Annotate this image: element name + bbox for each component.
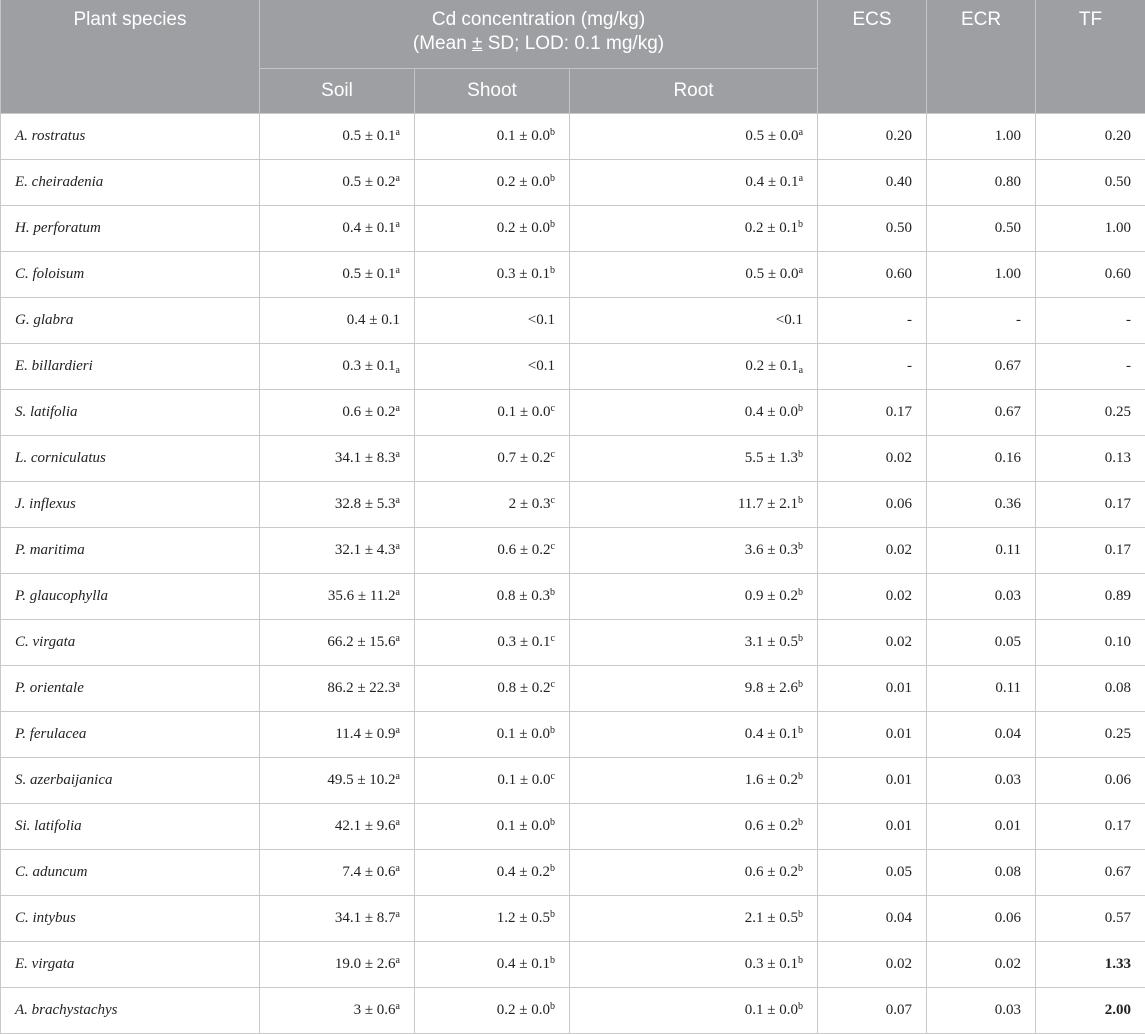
cell-species: P. maritima: [1, 528, 260, 574]
cell-value: 0.1 ± 0.0: [745, 1002, 798, 1018]
cell-value: 0.2 ± 0.1: [745, 220, 798, 236]
cell-value: 0.4 ± 0.1: [497, 956, 550, 972]
cell-ecr: 0.06: [927, 896, 1036, 942]
cell-ecs: 0.02: [818, 574, 927, 620]
significance-letter: a: [396, 127, 400, 138]
cell-root: [570, 620, 818, 666]
cell-species: A. brachystachys: [1, 988, 260, 1034]
significance-letter: b: [550, 587, 555, 598]
cell-ecr: 0.67: [927, 344, 1036, 390]
cell-species: C. aduncum: [1, 850, 260, 896]
significance-letter: c: [551, 679, 555, 690]
table-row: [1, 574, 1145, 620]
cell-root: [570, 206, 818, 252]
cell-shoot: [415, 804, 570, 850]
cell-ecr: 0.03: [927, 574, 1036, 620]
cell-tf: 0.25: [1036, 390, 1145, 436]
cell-shoot: [415, 252, 570, 298]
significance-letter: b: [550, 909, 555, 920]
significance-letter: b: [550, 725, 555, 736]
significance-letter: b: [798, 909, 803, 920]
significance-letter: a: [396, 495, 400, 506]
cell-root: [570, 482, 818, 528]
cell-ecs: 0.60: [818, 252, 927, 298]
cell-value: 0.2 ± 0.1: [745, 358, 798, 374]
table-row: [1, 482, 1145, 528]
significance-letter: a: [396, 449, 400, 460]
significance-letter: b: [798, 955, 803, 966]
cell-soil: [260, 712, 415, 758]
cell-ecs: 0.20: [818, 114, 927, 160]
cell-shoot: [415, 712, 570, 758]
significance-letter: b: [798, 817, 803, 828]
cell-value: 34.1 ± 8.7: [335, 910, 396, 926]
cell-ecr: 1.00: [927, 252, 1036, 298]
cell-ecs: 0.06: [818, 482, 927, 528]
significance-letter: a: [396, 955, 400, 966]
cell-tf: 0.17: [1036, 482, 1145, 528]
cell-value: 0.9 ± 0.2: [745, 588, 798, 604]
cell-ecs: 0.02: [818, 942, 927, 988]
cell-root: [570, 758, 818, 804]
significance-letter: a: [396, 365, 400, 376]
header-cd-plusminus: ±: [472, 33, 482, 54]
significance-letter: a: [396, 909, 400, 920]
significance-letter: b: [550, 219, 555, 230]
cell-value: 0.4 ± 0.1: [342, 220, 395, 236]
significance-letter: c: [551, 495, 555, 506]
cell-ecs: 0.05: [818, 850, 927, 896]
cell-value: 0.1 ± 0.0: [497, 128, 550, 144]
cell-soil: [260, 114, 415, 160]
cell-shoot: [415, 390, 570, 436]
cell-tf: 2.00: [1036, 988, 1145, 1034]
cell-value: 42.1 ± 9.6: [335, 818, 396, 834]
cell-species: L. corniculatus: [1, 436, 260, 482]
cell-species: P. ferulacea: [1, 712, 260, 758]
table-row: [1, 252, 1145, 298]
significance-letter: a: [396, 403, 400, 414]
cell-value: 0.5 ± 0.1: [342, 266, 395, 282]
significance-letter: b: [798, 449, 803, 460]
cell-value: <0.1: [528, 312, 555, 328]
cell-value: 3.6 ± 0.3: [745, 542, 798, 558]
cell-soil: [260, 988, 415, 1034]
significance-letter: c: [551, 449, 555, 460]
cell-value: 49.5 ± 10.2: [327, 772, 395, 788]
cell-value: 0.1 ± 0.0: [497, 726, 550, 742]
cell-species: E. cheiradenia: [1, 160, 260, 206]
table-row: [1, 160, 1145, 206]
cell-ecs: 0.01: [818, 804, 927, 850]
header-root: Root: [570, 69, 818, 114]
cell-root: [570, 344, 818, 390]
significance-letter: b: [798, 495, 803, 506]
cell-value: 0.6 ± 0.2: [745, 864, 798, 880]
cell-tf: 0.06: [1036, 758, 1145, 804]
cell-value: 0.6 ± 0.2: [497, 542, 550, 558]
cell-ecs: 0.02: [818, 620, 927, 666]
cell-tf: 0.89: [1036, 574, 1145, 620]
cell-value: 0.3 ± 0.1: [497, 266, 550, 282]
cell-soil: [260, 574, 415, 620]
significance-letter: a: [396, 633, 400, 644]
significance-letter: b: [798, 863, 803, 874]
cell-value: 0.3 ± 0.1: [745, 956, 798, 972]
significance-letter: b: [550, 1001, 555, 1012]
cell-value: 0.2 ± 0.0: [497, 220, 550, 236]
cell-ecr: 0.03: [927, 988, 1036, 1034]
cell-tf: 0.13: [1036, 436, 1145, 482]
cell-tf: 0.10: [1036, 620, 1145, 666]
significance-letter: a: [396, 587, 400, 598]
cell-value: 19.0 ± 2.6: [335, 956, 396, 972]
cell-tf: 0.50: [1036, 160, 1145, 206]
cell-soil: [260, 206, 415, 252]
cell-value: 0.3 ± 0.1: [497, 634, 550, 650]
header-plant-species: Plant species: [1, 0, 260, 114]
cell-soil: [260, 758, 415, 804]
cell-species: P. orientale: [1, 666, 260, 712]
cell-root: [570, 436, 818, 482]
significance-letter: a: [396, 541, 400, 552]
cell-value: 3.1 ± 0.5: [745, 634, 798, 650]
cell-ecs: -: [818, 298, 927, 344]
cell-tf: 0.17: [1036, 528, 1145, 574]
cell-root: [570, 160, 818, 206]
cell-value: 0.1 ± 0.0: [497, 818, 550, 834]
cell-soil: [260, 390, 415, 436]
cell-shoot: [415, 850, 570, 896]
cell-root: [570, 666, 818, 712]
table-row: [1, 666, 1145, 712]
significance-letter: b: [798, 587, 803, 598]
cell-ecs: 0.01: [818, 712, 927, 758]
significance-letter: b: [550, 265, 555, 276]
significance-letter: b: [550, 863, 555, 874]
cell-value: 0.5 ± 0.0: [745, 266, 798, 282]
cell-value: 9.8 ± 2.6: [745, 680, 798, 696]
cell-ecr: 0.03: [927, 758, 1036, 804]
significance-letter: b: [798, 1001, 803, 1012]
table-row: [1, 206, 1145, 252]
cell-soil: [260, 436, 415, 482]
cell-ecs: 0.04: [818, 896, 927, 942]
significance-letter: b: [798, 771, 803, 782]
cell-value: 0.5 ± 0.1: [342, 128, 395, 144]
cell-shoot: [415, 298, 570, 344]
cell-shoot: [415, 482, 570, 528]
table-body: [1, 114, 1145, 1034]
cell-value: 1.6 ± 0.2: [745, 772, 798, 788]
cell-species: Si. latifolia: [1, 804, 260, 850]
significance-letter: b: [550, 955, 555, 966]
significance-letter: a: [396, 863, 400, 874]
cell-ecs: 0.01: [818, 758, 927, 804]
cell-species: J. inflexus: [1, 482, 260, 528]
cell-value: 7.4 ± 0.6: [342, 864, 395, 880]
significance-letter: a: [799, 127, 803, 138]
cell-soil: [260, 482, 415, 528]
significance-letter: c: [551, 403, 555, 414]
cell-ecr: -: [927, 298, 1036, 344]
cell-value: 0.2 ± 0.0: [497, 1002, 550, 1018]
significance-letter: b: [798, 725, 803, 736]
cell-value: 66.2 ± 15.6: [327, 634, 395, 650]
significance-letter: c: [551, 633, 555, 644]
table-row: [1, 942, 1145, 988]
cell-soil: [260, 666, 415, 712]
cell-shoot: [415, 758, 570, 804]
cell-tf: -: [1036, 298, 1145, 344]
table-row: [1, 298, 1145, 344]
table-row: [1, 850, 1145, 896]
table-row: [1, 390, 1145, 436]
cell-ecr: 0.01: [927, 804, 1036, 850]
cell-value: 0.5 ± 0.0: [745, 128, 798, 144]
cell-root: [570, 298, 818, 344]
table-row: [1, 114, 1145, 160]
cell-species: E. billardieri: [1, 344, 260, 390]
cell-soil: [260, 850, 415, 896]
cell-ecs: 0.01: [818, 666, 927, 712]
header-cd-line2-end: SD; LOD: 0.1 mg/kg): [482, 33, 664, 54]
header-cd-concentration: [260, 0, 818, 69]
cell-value: 2 ± 0.3: [509, 496, 551, 512]
cell-value: <0.1: [528, 358, 555, 374]
significance-letter: c: [551, 541, 555, 552]
significance-letter: a: [799, 173, 803, 184]
significance-letter: b: [550, 817, 555, 828]
cell-value: 34.1 ± 8.3: [335, 450, 396, 466]
significance-letter: a: [396, 219, 400, 230]
cell-shoot: [415, 160, 570, 206]
cell-value: 1.2 ± 0.5: [497, 910, 550, 926]
cell-value: <0.1: [776, 312, 803, 328]
cell-value: 0.4 ± 0.1: [745, 726, 798, 742]
significance-letter: c: [551, 771, 555, 782]
cell-value: 35.6 ± 11.2: [328, 588, 396, 604]
cell-tf: -: [1036, 344, 1145, 390]
cell-ecs: 0.40: [818, 160, 927, 206]
cell-value: 32.8 ± 5.3: [335, 496, 396, 512]
header-shoot: Shoot: [415, 69, 570, 114]
table-row: [1, 896, 1145, 942]
significance-letter: b: [550, 173, 555, 184]
cell-soil: [260, 252, 415, 298]
cell-root: [570, 988, 818, 1034]
cell-ecr: 0.11: [927, 528, 1036, 574]
cell-ecs: 0.50: [818, 206, 927, 252]
cell-root: [570, 390, 818, 436]
cell-soil: [260, 896, 415, 942]
cell-value: 0.8 ± 0.3: [497, 588, 550, 604]
cell-root: [570, 896, 818, 942]
cell-value: 86.2 ± 22.3: [327, 680, 395, 696]
table-row: [1, 344, 1145, 390]
cell-shoot: [415, 206, 570, 252]
significance-letter: a: [396, 1001, 400, 1012]
significance-letter: a: [396, 679, 400, 690]
cell-value: 0.7 ± 0.2: [497, 450, 550, 466]
cell-tf: 0.60: [1036, 252, 1145, 298]
header-tf: TF: [1036, 0, 1145, 114]
cell-value: 5.5 ± 1.3: [745, 450, 798, 466]
table-row: [1, 804, 1145, 850]
cell-species: C. intybus: [1, 896, 260, 942]
significance-letter: a: [396, 817, 400, 828]
table-row: [1, 436, 1145, 482]
significance-letter: b: [798, 679, 803, 690]
cell-shoot: [415, 896, 570, 942]
significance-letter: b: [798, 633, 803, 644]
cell-shoot: [415, 666, 570, 712]
cell-root: [570, 528, 818, 574]
cell-value: 0.4 ± 0.2: [497, 864, 550, 880]
cell-value: 0.2 ± 0.0: [497, 174, 550, 190]
significance-letter: b: [798, 403, 803, 414]
cell-value: 0.4 ± 0.1: [347, 312, 400, 328]
cell-ecs: 0.17: [818, 390, 927, 436]
cell-ecs: 0.02: [818, 436, 927, 482]
cell-value: 3 ± 0.6: [354, 1002, 396, 1018]
header-ecr: ECR: [927, 0, 1036, 114]
cell-ecr: 0.05: [927, 620, 1036, 666]
cell-ecs: 0.07: [818, 988, 927, 1034]
significance-letter: b: [550, 127, 555, 138]
cell-ecr: 0.67: [927, 390, 1036, 436]
cell-shoot: [415, 620, 570, 666]
cell-soil: [260, 160, 415, 206]
cell-soil: [260, 942, 415, 988]
cell-soil: [260, 298, 415, 344]
table-row: [1, 620, 1145, 666]
cell-shoot: [415, 528, 570, 574]
cell-shoot: [415, 942, 570, 988]
cell-species: H. perforatum: [1, 206, 260, 252]
cell-value: 11.7 ± 2.1: [738, 496, 798, 512]
cell-value: 0.1 ± 0.0: [497, 772, 550, 788]
cell-ecr: 0.16: [927, 436, 1036, 482]
cell-species: S. latifolia: [1, 390, 260, 436]
cell-soil: [260, 344, 415, 390]
cell-root: [570, 712, 818, 758]
cell-root: [570, 804, 818, 850]
cell-species: E. virgata: [1, 942, 260, 988]
significance-letter: b: [798, 219, 803, 230]
cell-ecr: 0.36: [927, 482, 1036, 528]
cell-root: [570, 574, 818, 620]
cell-shoot: [415, 988, 570, 1034]
cell-species: G. glabra: [1, 298, 260, 344]
header-cd-line1: Cd concentration (mg/kg): [432, 9, 645, 30]
cell-value: 0.3 ± 0.1: [342, 358, 395, 374]
cell-species: A. rostratus: [1, 114, 260, 160]
header-ecs: ECS: [818, 0, 927, 114]
cell-tf: 0.25: [1036, 712, 1145, 758]
cell-tf: 0.57: [1036, 896, 1145, 942]
cell-value: 0.1 ± 0.0: [497, 404, 550, 420]
significance-letter: a: [396, 173, 400, 184]
header-soil: Soil: [260, 69, 415, 114]
cell-ecr: 0.02: [927, 942, 1036, 988]
cell-value: 0.4 ± 0.1: [745, 174, 798, 190]
cell-shoot: [415, 574, 570, 620]
cell-soil: [260, 804, 415, 850]
cell-soil: [260, 620, 415, 666]
cell-ecs: 0.02: [818, 528, 927, 574]
cell-tf: 1.00: [1036, 206, 1145, 252]
cell-species: S. azerbaijanica: [1, 758, 260, 804]
significance-letter: a: [396, 725, 400, 736]
cell-value: 2.1 ± 0.5: [745, 910, 798, 926]
significance-letter: a: [396, 265, 400, 276]
cell-shoot: [415, 436, 570, 482]
cell-ecr: 0.50: [927, 206, 1036, 252]
cell-soil: [260, 528, 415, 574]
table-row: [1, 712, 1145, 758]
cell-shoot: [415, 114, 570, 160]
significance-letter: b: [798, 541, 803, 552]
cell-species: C. foloisum: [1, 252, 260, 298]
cell-root: [570, 114, 818, 160]
cell-ecr: 0.11: [927, 666, 1036, 712]
cell-ecr: 1.00: [927, 114, 1036, 160]
cell-tf: 1.33: [1036, 942, 1145, 988]
cell-species: C. virgata: [1, 620, 260, 666]
cell-ecr: 0.08: [927, 850, 1036, 896]
cell-ecs: -: [818, 344, 927, 390]
cell-value: 0.6 ± 0.2: [342, 404, 395, 420]
cell-value: 0.6 ± 0.2: [745, 818, 798, 834]
cell-tf: 0.67: [1036, 850, 1145, 896]
significance-letter: a: [799, 265, 803, 276]
cell-root: [570, 850, 818, 896]
cell-ecr: 0.80: [927, 160, 1036, 206]
cell-species: P. glaucophylla: [1, 574, 260, 620]
cell-value: 32.1 ± 4.3: [335, 542, 396, 558]
cell-tf: 0.20: [1036, 114, 1145, 160]
table-row: [1, 988, 1145, 1034]
cell-value: 0.8 ± 0.2: [497, 680, 550, 696]
significance-letter: a: [799, 365, 803, 376]
cell-value: 0.4 ± 0.0: [745, 404, 798, 420]
cell-value: 0.5 ± 0.2: [342, 174, 395, 190]
cell-tf: 0.17: [1036, 804, 1145, 850]
cell-tf: 0.08: [1036, 666, 1145, 712]
header-cd-line2-start: (Mean: [413, 33, 472, 54]
significance-letter: a: [396, 771, 400, 782]
cell-root: [570, 942, 818, 988]
cell-value: 11.4 ± 0.9: [335, 726, 395, 742]
cell-shoot: [415, 344, 570, 390]
cell-root: [570, 252, 818, 298]
cell-ecr: 0.04: [927, 712, 1036, 758]
table-row: [1, 758, 1145, 804]
table-row: [1, 528, 1145, 574]
